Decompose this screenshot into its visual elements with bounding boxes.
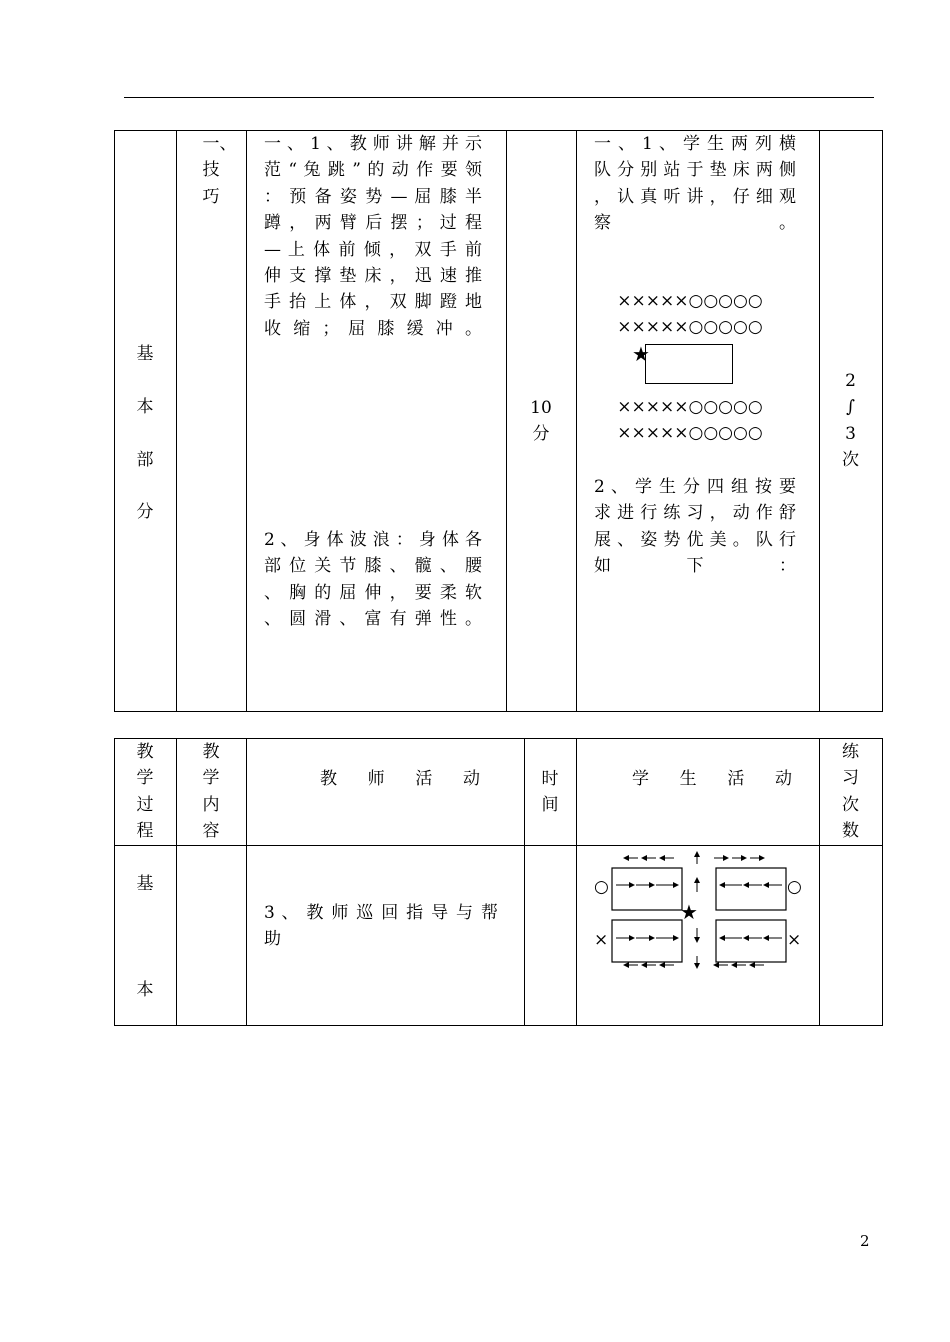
header-teacher-text: 教 师 活 动 [320, 769, 480, 789]
teacher-guidance-text: 3 、 教 师 巡 回 指 导 与 帮 助 [264, 903, 498, 950]
content-text: 一、技巧 [202, 134, 237, 207]
formation-rows-top [590, 288, 790, 341]
header-content [176, 739, 246, 845]
reps-bottom: 3 [845, 423, 856, 444]
group-circle-right: ○ [787, 877, 802, 897]
content-label [176, 131, 246, 210]
time-cell [506, 395, 576, 448]
page-number: 2 [860, 1232, 870, 1250]
mat-rectangle [645, 344, 733, 384]
reps-mid: ∫ [846, 397, 855, 418]
header-rule [124, 97, 874, 98]
teacher-star-icon: ★ [632, 342, 650, 366]
student-activity-1 [594, 131, 796, 237]
header-phase-text: 教学过程 [136, 742, 154, 842]
phase-top-text: 基 [136, 874, 154, 894]
header-phase [114, 739, 176, 845]
teacher-activity-1 [264, 131, 482, 342]
group-circle-left: ○ [594, 877, 609, 897]
mat-bottom-left [612, 920, 682, 962]
mat-top-right [716, 868, 786, 910]
phase-top [114, 871, 176, 897]
header-content-text: 教学内容 [202, 742, 220, 842]
teacher-activity-2 [264, 527, 482, 633]
header-time [524, 766, 576, 819]
header-reps [819, 739, 882, 845]
teacher-star-icon: ★ [680, 900, 698, 924]
teacher-guidance [264, 900, 498, 953]
time-unit: 分 [532, 424, 550, 445]
time-value: 10 [530, 398, 552, 418]
formation-rows-bottom [590, 394, 790, 447]
mat-bottom-right [716, 920, 786, 962]
phase-text: 基本部分 [136, 344, 154, 523]
reps-top: 2 [845, 371, 856, 391]
formation-row: ×××××○○○○○ [617, 423, 763, 444]
header-reps-text: 练习次数 [842, 742, 859, 842]
student-para-2: 2 、 学 生 分 四 组 按 要 求 进 行 练 习 ， 动 作 舒 展 、 姿 势 优 美 。 队 行 如 下 ： [594, 477, 796, 577]
reps-cell [819, 368, 882, 474]
header-student-text: 学 生 活 动 [632, 769, 792, 789]
mat-top-left [612, 868, 682, 910]
header-student [632, 766, 792, 792]
practice-formation-diagram [590, 848, 810, 972]
phase-label [114, 328, 176, 539]
teacher-para-2: 2 、 身 体 波 浪 ： 身 体 各 部 位 关 节 膝 、 髋 、 腰 、 胸 的 屈 伸 ， 要 柔 软 、 圆 滑 、 富 有 弹 性 。 [264, 530, 482, 630]
teacher-para-1: 一 、 1 、 教 师 讲 解 并 示 范 “ 兔 跳 ” 的 动 作 要 领 ： 预 备 姿 势 — 屈 膝 半 蹲 ， 两 臂 后 摆 ； 过 程 — 上 体 前 倾 ， 双 手 前 伸 支 撑 垫 床 ， 迅 速 推 手 抬 上 体 ， 双 脚 蹬 地 收 缩 ； 屈 膝 缓 冲 。 [264, 134, 482, 339]
formation-row: ×××××○○○○○ [617, 291, 763, 311]
group-cross-left: × [594, 930, 609, 950]
header-teacher [320, 766, 480, 792]
reps-unit: 次 [842, 450, 859, 471]
formation-row: ×××××○○○○○ [617, 397, 763, 417]
header-time-text: 时间 [541, 769, 559, 816]
group-cross-right: × [787, 930, 802, 950]
student-para-1: 一 、 1 、 学 生 两 列 横 队 分 别 站 于 垫 床 两 侧 ， 认 真 听 讲 ， 仔 细 观 察 。 [594, 134, 796, 234]
formation-row: ×××××○○○○○ [617, 317, 763, 338]
phase-bottom [114, 977, 176, 1003]
student-activity-2 [594, 474, 796, 580]
phase-bottom-text: 本 [136, 980, 154, 1000]
